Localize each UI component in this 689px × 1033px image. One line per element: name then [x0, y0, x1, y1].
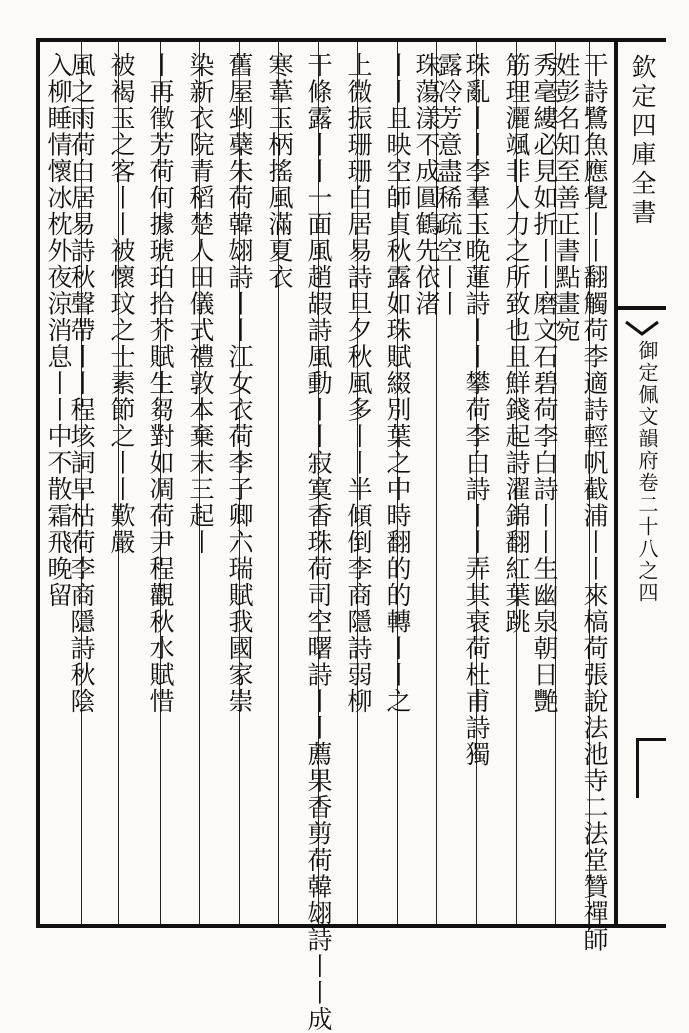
page-number-mark — [636, 738, 666, 798]
margin-title-box — [618, 38, 666, 310]
annotation-column: 珠蕩漾不成圓鶴先依渚 — [412, 52, 441, 317]
text-column-13: 被褐玉之客丨丨被懷玟之士素節之丨丨歎嚴 — [107, 52, 136, 556]
text-column-3: 筋理灑颯非人力之所致也且鮮錢起詩濯錦翻紅葉跳 — [502, 52, 531, 635]
text-column-2 — [530, 52, 581, 918]
collection-title: 欽定四庫全書 — [628, 54, 657, 228]
text-column-4: 珠亂丨丨李羣玉晚蓮詩丨丨攀荷李白詩丨丨弄其衰荷杜甫詩獨 — [462, 52, 491, 768]
text-column-7: 上微振珊珊白居易詩旦夕秋風多丨丨半傾倒李商隱詩弱柳 — [344, 52, 373, 715]
margin-bottom-rule — [618, 924, 666, 928]
text-column-11: 染新衣院青稻楚人田儀式禮敦本棄末三起丨 — [186, 52, 215, 556]
text-column-10: 舊屋剉蘗朱荷韓翃詩丨丨江女衣荷李子卿六瑞賦我國家崇 — [225, 52, 254, 715]
fish-tail-mark-icon — [624, 320, 660, 338]
text-column-1: 干詩鷺魚應覺丨丨翻觸荷李適詩輕帆截浦丨丨來槁荷張說法池寺二法堂贊禪師 — [580, 52, 609, 953]
chapter-label: 御定佩文韻府卷二十八之四 — [635, 340, 659, 604]
text-column-14: 風之雨荷白居易詩秋聲帶丨丨程垓詞早枯荷李商隱詩秋陰 — [67, 52, 96, 715]
text-column-15: 入柳睡情懷冰枕外夜涼消息丨丨中不散霜飛晚留 — [44, 52, 73, 609]
text-column-5 — [412, 52, 463, 918]
book-margin — [618, 38, 666, 928]
annotation-column: 姓彭名知至善正書點畫宛 — [552, 52, 581, 344]
annotation-column: 露冷芳意盡稀疏空丨丨 — [434, 52, 463, 317]
text-column-6: 丨丨且映空師貞秋露如珠賦綴別葉之中時翻的的轉丨丨之 — [383, 52, 412, 715]
annotation-column: 秀毫縷必見如折丨丨磨文石碧荷李白詩丨丨生幽泉朝日艷 — [530, 52, 559, 715]
text-column-8: 干條露丨丨一面風趙嘏詩風動丨丨寂寞香珠荷司空曙詩丨丨薦果香剪荷韓翃詩丨丨成 — [304, 52, 333, 1033]
text-column-9: 寒葦玉柄搖風滿夏衣 — [265, 52, 294, 291]
text-column-12: 丨再徵芳荷何據琥珀拾芥賦生芻對如凋荷尹程觀秋水賦惜 — [146, 52, 175, 715]
